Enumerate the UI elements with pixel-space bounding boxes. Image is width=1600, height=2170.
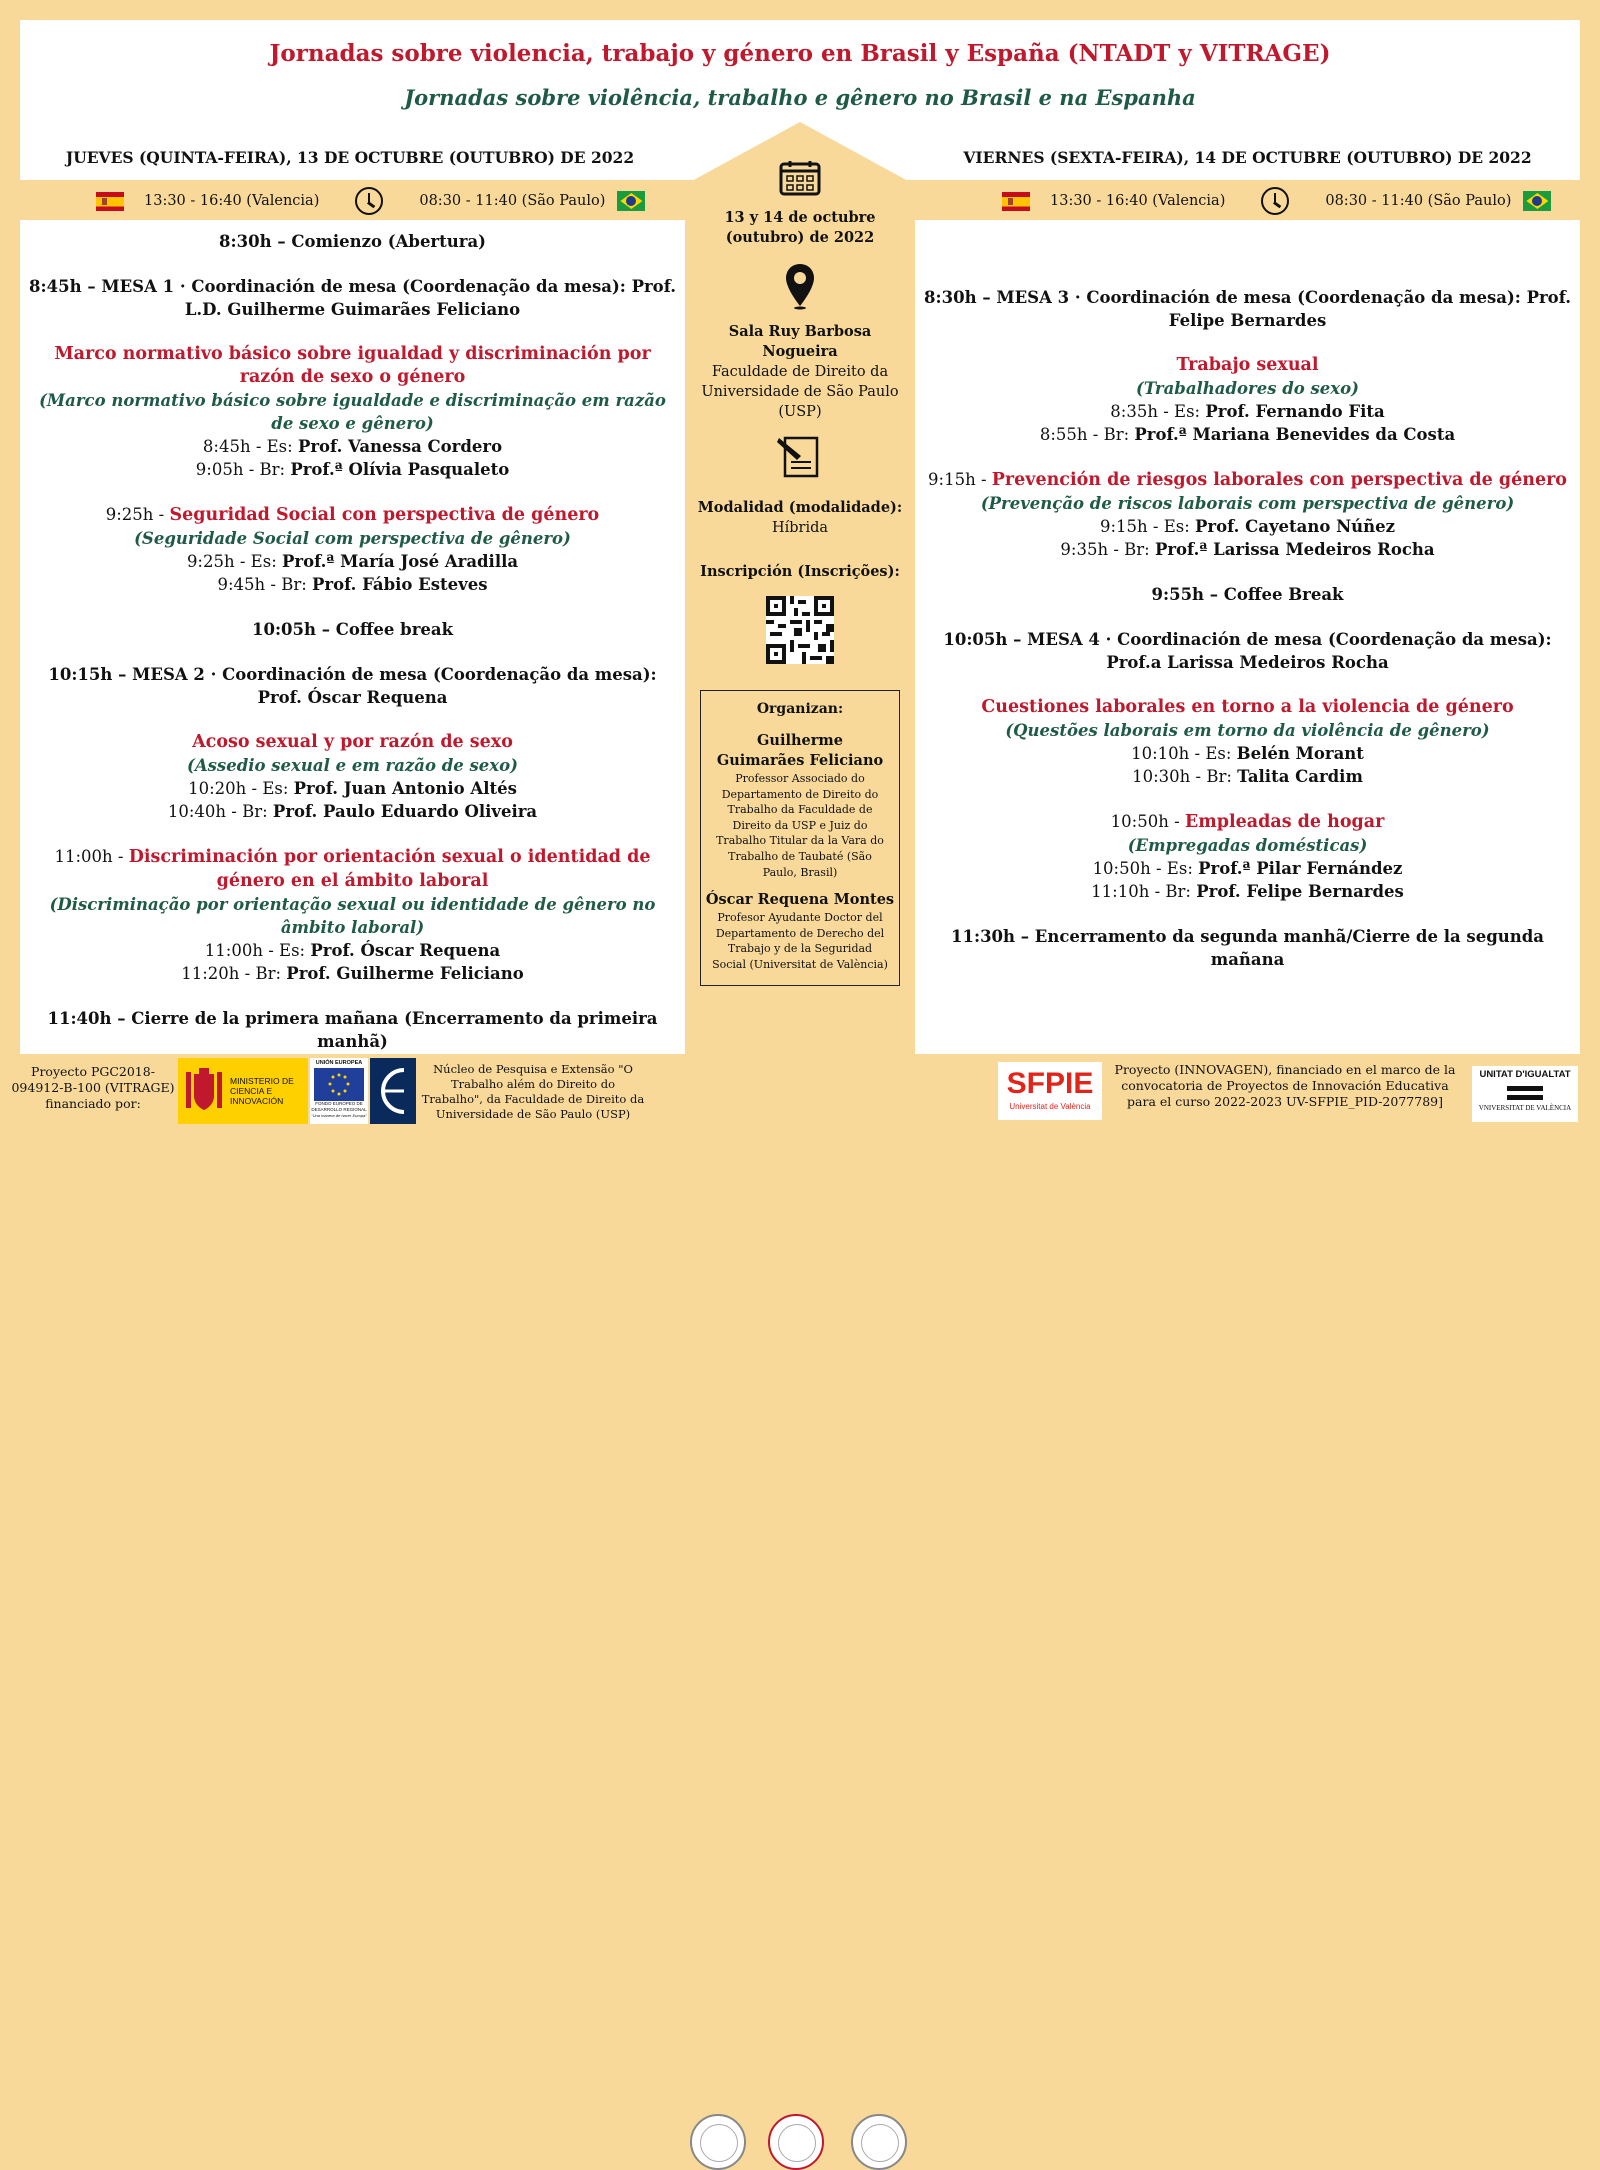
day1-session2-speaker2: 9:45h - Br: Prof. Fábio Esteves xyxy=(217,575,488,594)
eu-stars-icon xyxy=(314,1068,364,1101)
day2-time-saopaulo: 08:30 - 11:40 (São Paulo) xyxy=(1325,193,1512,209)
day2-session3-speaker1: 10:10h - Es: Belén Morant xyxy=(1131,744,1364,763)
organizers-box xyxy=(700,690,900,986)
organizer1-desc: Professor Associado do Departamento de Direito do Trabalho da Faculdade de Direito da USP e Juiz do Trabalho Titular da la Vara do Trabalho de Taubaté (São Paulo, Brasil) xyxy=(716,772,884,879)
day1-session3-speaker1: 10:20h - Es: Prof. Juan Antonio Altés xyxy=(188,779,517,798)
day1-session1-title: Marco normativo básico sobre igualdad y discriminación por razón de sexo o género xyxy=(54,344,651,387)
brazil-flag-icon xyxy=(617,191,645,211)
day2-session1-title: Trabajo sexual xyxy=(1176,355,1319,375)
day1-closing: 11:40h – Cierre de la primera mañana (Encerramento da primeira manhã) xyxy=(47,1009,658,1051)
day2-program xyxy=(915,220,1580,1054)
eu-logo xyxy=(310,1058,368,1124)
day2-session4-title: 10:50h - Empleadas de hogar xyxy=(1110,812,1385,832)
spain-flag-icon xyxy=(1002,192,1030,211)
day2-session3-subtitle: (Questões laborais em torno da violência de gênero) xyxy=(1005,721,1490,740)
day1-session3-title: Acoso sexual y por razón de sexo xyxy=(192,732,513,752)
day2-session4-speaker2: 11:10h - Br: Prof. Felipe Bernardes xyxy=(1091,882,1404,901)
day2-mesa3: 8:30h – MESA 3 · Coordinación de mesa (Coordenação da mesa): Prof. Felipe Bernardes xyxy=(924,288,1571,330)
day2-session4-subtitle: (Empregadas domésticas) xyxy=(1127,836,1368,855)
day2-heading: VIERNES (SEXTA-FEIRA), 14 DE OCTUBRE (OUTUBRO) DE 2022 xyxy=(963,148,1532,167)
project-right-text: Proyecto (INNOVAGEN), financiado en el marco de la convocatoria de Proyectos de Innovación Educativa para el curso 2022-2023 UV-SFPIE_PID-2077789] xyxy=(1114,1062,1456,1109)
ministry-logo xyxy=(178,1058,308,1124)
venue-name: Sala Ruy Barbosa Nogueira xyxy=(728,323,872,360)
nucleo-emblem-icon xyxy=(370,1058,416,1124)
center-info xyxy=(690,160,910,668)
eu-flag-icon xyxy=(314,1068,364,1101)
location-pin-icon xyxy=(783,262,817,310)
project-left-text: Proyecto PGC2018-094912-B-100 (VITRAGE) financiado por: xyxy=(11,1064,175,1111)
footer xyxy=(0,1054,1600,1131)
day1-session2-speaker1: 9:25h - Es: Prof.ª María José Aradilla xyxy=(186,552,519,571)
sfpie-university: Universitat de València xyxy=(1009,1102,1091,1111)
event-date: 13 y 14 de octubre (outubro) de 2022 xyxy=(724,209,876,246)
seal-icon xyxy=(690,2114,746,2170)
day2-coffee-break: 9:55h – Coffee Break xyxy=(1151,585,1344,604)
day1-opening: 8:30h – Comienzo (Abertura) xyxy=(219,232,486,251)
equals-bar-top xyxy=(1507,1086,1543,1091)
signup-label: Inscripción (Inscrições): xyxy=(700,563,900,580)
spain-flag-icon xyxy=(96,192,124,211)
day2-session2-speaker1: 9:15h - Es: Prof. Cayetano Núñez xyxy=(1099,517,1396,536)
day1-mesa2: 10:15h – MESA 2 · Coordinación de mesa (Coordenação da mesa): Prof. Óscar Requena xyxy=(48,665,657,707)
day2-session2-title: 9:15h - Prevención de riesgos laborales con perspectiva de género xyxy=(928,470,1567,490)
eu-label: UNIÓN EUROPEA xyxy=(315,1060,363,1066)
day1-time-valencia: 13:30 - 16:40 (Valencia) xyxy=(144,193,320,209)
day2-session1-speaker1: 8:35h - Es: Prof. Fernando Fita xyxy=(1110,402,1385,421)
spain-coat-of-arms-icon xyxy=(182,1066,226,1116)
nucleo-logo xyxy=(370,1058,416,1124)
day1-session4-title: 11:00h - Discriminación por orientación sexual o identidad de género en el ámbito laboral xyxy=(54,847,651,891)
day1-session2-subtitle: (Seguridade Social com perspectiva de gênero) xyxy=(134,529,571,548)
unitat-logo xyxy=(1472,1066,1578,1122)
calendar-icon xyxy=(779,160,821,196)
day1-session3-subtitle: (Assedio sexual e em razão de sexo) xyxy=(187,756,518,775)
organizer1-name: Guilherme Guimarães Feliciano xyxy=(716,732,884,769)
eu-motto: "Una manera de hacer Europa" xyxy=(311,1113,367,1118)
day1-timebar xyxy=(96,183,645,219)
qr-code-icon[interactable] xyxy=(766,596,834,664)
sfpie-wordmark: SFPIE xyxy=(1006,1067,1094,1100)
eu-fund-label: FONDO EUROPEO DE DESARROLLO REGIONAL xyxy=(311,1101,367,1112)
organizers-label: Organizan: xyxy=(756,701,844,717)
mode-value: Híbrida xyxy=(771,520,829,536)
day2-session3-title: Cuestiones laborales en torno a la violencia de género xyxy=(981,697,1514,717)
equals-bar-bottom xyxy=(1507,1095,1543,1100)
day1-session1-speaker1: 8:45h - Es: Prof. Vanessa Cordero xyxy=(202,437,503,456)
unitat-university: VNIVERSITAT DE VALÈNCIA xyxy=(1478,1104,1572,1112)
day1-session4-speaker2: 11:20h - Br: Prof. Guilherme Feliciano xyxy=(181,964,524,983)
day2-time-valencia: 13:30 - 16:40 (Valencia) xyxy=(1050,193,1226,209)
title-portuguese: Jornadas sobre violência, trabalho e gênero no Brasil e na Espanha xyxy=(404,85,1196,110)
venue-detail: Faculdade de Direito da Universidade de São Paulo (USP) xyxy=(701,364,899,420)
day2-session4-speaker1: 10:50h - Es: Prof.ª Pilar Fernández xyxy=(1092,859,1403,878)
day2-session1-speaker2: 8:55h - Br: Prof.ª Mariana Benevides da Costa xyxy=(1039,425,1456,444)
title-spanish: Jornadas sobre violencia, trabajo y género en Brasil y España (NTADT y VITRAGE) xyxy=(269,40,1331,67)
nucleo-text: Núcleo de Pesquisa e Extensão "O Trabalho além do Direito do Trabalho", da Faculdade de Direito da Universidade de São Paulo (USP) xyxy=(421,1062,645,1121)
mode-label: Modalidad (modalidade): xyxy=(697,499,903,516)
day1-session1-speaker2: 9:05h - Br: Prof.ª Olívia Pasqualeto xyxy=(195,460,510,479)
day1-session2-title: 9:25h - Seguridad Social con perspectiva de género xyxy=(105,505,600,525)
day1-session3-speaker2: 10:40h - Br: Prof. Paulo Eduardo Oliveira xyxy=(167,802,538,821)
day2-closing: 11:30h – Encerramento da segunda manhã/Cierre de la segunda mañana xyxy=(951,927,1544,969)
day1-session4-subtitle: (Discriminação por orientação sexual ou identidade de gênero no âmbito laboral) xyxy=(49,895,656,937)
day1-heading: JUEVES (QUINTA-FEIRA), 13 DE OCTUBRE (OUTUBRO) DE 2022 xyxy=(65,148,635,167)
day1-mesa1: 8:45h – MESA 1 · Coordinación de mesa (Coordenação da mesa): Prof. L.D. Guilherme Guimarães Feliciano xyxy=(29,277,676,319)
organizer2-name: Óscar Requena Montes xyxy=(705,891,895,909)
organizer2-desc: Profesor Ayudante Doctor del Departamento de Derecho del Trabajo y de la Seguridad Social (Universitat de València) xyxy=(712,911,888,971)
ministry-name: MINISTERIO DE CIENCIA E INNOVACIÓN xyxy=(230,1076,294,1106)
day1-session1-subtitle: (Marco normativo básico sobre igualdade e discriminação em razão de sexo e gênero) xyxy=(39,391,666,433)
usp-seal-icon xyxy=(768,2114,824,2170)
day2-mesa4: 10:05h – MESA 4 · Coordinación de mesa (Coordenação da mesa): Prof.a Larissa Medeiros Rocha xyxy=(943,630,1552,672)
clock-icon xyxy=(355,187,383,215)
day1-time-saopaulo: 08:30 - 11:40 (São Paulo) xyxy=(419,193,606,209)
faculty-seal-icon xyxy=(851,2114,907,2170)
day2-session2-subtitle: (Prevenção de riscos laborais com perspectiva de gênero) xyxy=(980,494,1515,513)
day1-program xyxy=(20,220,685,1054)
document-sign-icon xyxy=(775,432,825,480)
day2-session3-speaker2: 10:30h - Br: Talita Cardim xyxy=(1132,767,1363,786)
day1-coffee-break: 10:05h – Coffee break xyxy=(251,620,454,639)
unitat-wordmark: UNITAT D'IGUALTAT xyxy=(1479,1069,1571,1080)
day2-timebar xyxy=(1002,183,1551,219)
clock-icon xyxy=(1261,187,1289,215)
brazil-flag-icon xyxy=(1523,191,1551,211)
day1-session4-speaker1: 11:00h - Es: Prof. Óscar Requena xyxy=(204,941,501,960)
sfpie-logo xyxy=(998,1062,1102,1120)
day2-session1-subtitle: (Trabalhadores do sexo) xyxy=(1136,379,1359,398)
day2-session2-speaker2: 9:35h - Br: Prof.ª Larissa Medeiros Rocha xyxy=(1060,540,1435,559)
